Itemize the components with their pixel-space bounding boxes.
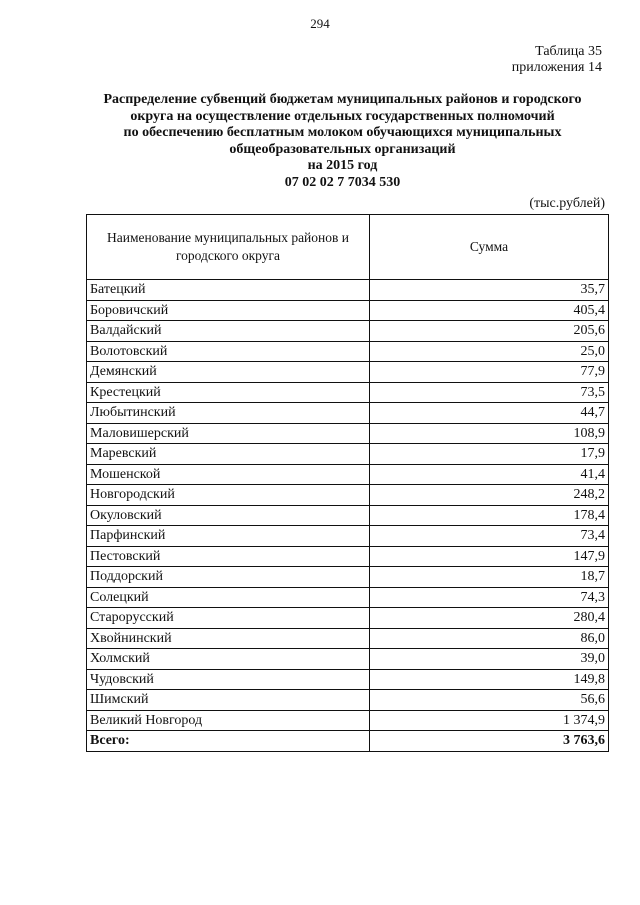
table-row: [87, 280, 609, 301]
district-name: Чудовский: [87, 669, 370, 690]
district-sum: 18,7: [370, 567, 609, 588]
table-reference-line-1: Таблица 35: [535, 44, 602, 59]
district-sum: 147,9: [370, 546, 609, 567]
table-row: [87, 669, 609, 690]
district-sum: 405,4: [370, 300, 609, 321]
district-name: Старорусский: [87, 608, 370, 629]
district-name: Маловишерский: [87, 423, 370, 444]
district-sum: 77,9: [370, 362, 609, 383]
page-number: 294: [310, 16, 330, 31]
table-row: [87, 382, 609, 403]
table-row: [87, 444, 609, 465]
district-name: Любытинский: [87, 403, 370, 424]
district-name: Мошенской: [87, 464, 370, 485]
table-row: [87, 526, 609, 547]
total-sum: 3 763,6: [370, 731, 609, 752]
district-name: Великий Новгород: [87, 710, 370, 731]
district-sum: 41,4: [370, 464, 609, 485]
total-label: Всего:: [87, 731, 370, 752]
district-name: Пестовский: [87, 546, 370, 567]
district-sum: 108,9: [370, 423, 609, 444]
district-sum: 1 374,9: [370, 710, 609, 731]
district-sum: 25,0: [370, 341, 609, 362]
district-name: Валдайский: [87, 321, 370, 342]
district-sum: 17,9: [370, 444, 609, 465]
table-row: [87, 300, 609, 321]
district-sum: 149,8: [370, 669, 609, 690]
district-sum: 35,7: [370, 280, 609, 301]
title-line-4: общеобразовательных организаций: [229, 141, 456, 157]
district-sum: 44,7: [370, 403, 609, 424]
district-name: Холмский: [87, 649, 370, 670]
table-row: [87, 321, 609, 342]
title-line-5: на 2015 год: [307, 158, 378, 173]
district-name: Солецкий: [87, 587, 370, 608]
district-name: Боровичский: [87, 300, 370, 321]
table-reference: [512, 44, 602, 76]
district-name: Волотовский: [87, 341, 370, 362]
table-row: [87, 567, 609, 588]
table-row: [87, 546, 609, 567]
table-row: [87, 649, 609, 670]
units-label: (тыс.рублей): [529, 196, 605, 211]
header-sum: Сумма: [370, 215, 609, 280]
district-sum: 74,3: [370, 587, 609, 608]
title-line-1: Распределение субвенций бюджетам муниципальных районов и городского: [103, 92, 582, 107]
document-title: [70, 92, 615, 191]
district-name: Парфинский: [87, 526, 370, 547]
table-row: [87, 710, 609, 731]
district-name: Батецкий: [87, 280, 370, 301]
district-sum: 73,5: [370, 382, 609, 403]
table-row: [87, 403, 609, 424]
total-row: [87, 731, 609, 752]
title-line-2: округа на осуществление отдельных государственных полномочий: [130, 108, 555, 124]
table-row: [87, 628, 609, 649]
district-sum: 73,4: [370, 526, 609, 547]
district-sum: 248,2: [370, 485, 609, 506]
district-name: Окуловский: [87, 505, 370, 526]
district-sum: 86,0: [370, 628, 609, 649]
table-reference-line-2: приложения 14: [511, 60, 602, 75]
district-sum: 178,4: [370, 505, 609, 526]
district-name: Шимский: [87, 690, 370, 711]
district-sum: 205,6: [370, 321, 609, 342]
district-sum: 280,4: [370, 608, 609, 629]
district-name: Поддорский: [87, 567, 370, 588]
table-body: [87, 280, 609, 752]
district-name: Демянский: [87, 362, 370, 383]
district-name: Маревский: [87, 444, 370, 465]
subsidy-table: [86, 214, 609, 752]
table-row: [87, 464, 609, 485]
table-header-row: [87, 215, 609, 280]
table-row: [87, 587, 609, 608]
table-row: [87, 485, 609, 506]
table-row: [87, 608, 609, 629]
table-row: [87, 341, 609, 362]
title-line-6: 07 02 02 7 7034 530: [284, 174, 401, 190]
table-row: [87, 423, 609, 444]
district-name: Новгородский: [87, 485, 370, 506]
header-name: Наименование муниципальных районов и городского округа: [87, 215, 370, 280]
table-row: [87, 690, 609, 711]
district-name: Хвойнинский: [87, 628, 370, 649]
table-row: [87, 505, 609, 526]
district-name: Крестецкий: [87, 382, 370, 403]
district-sum: 39,0: [370, 649, 609, 670]
table-row: [87, 362, 609, 383]
district-sum: 56,6: [370, 690, 609, 711]
title-line-3: по обеспечению бесплатным молоком обучающихся муниципальных: [123, 125, 562, 140]
